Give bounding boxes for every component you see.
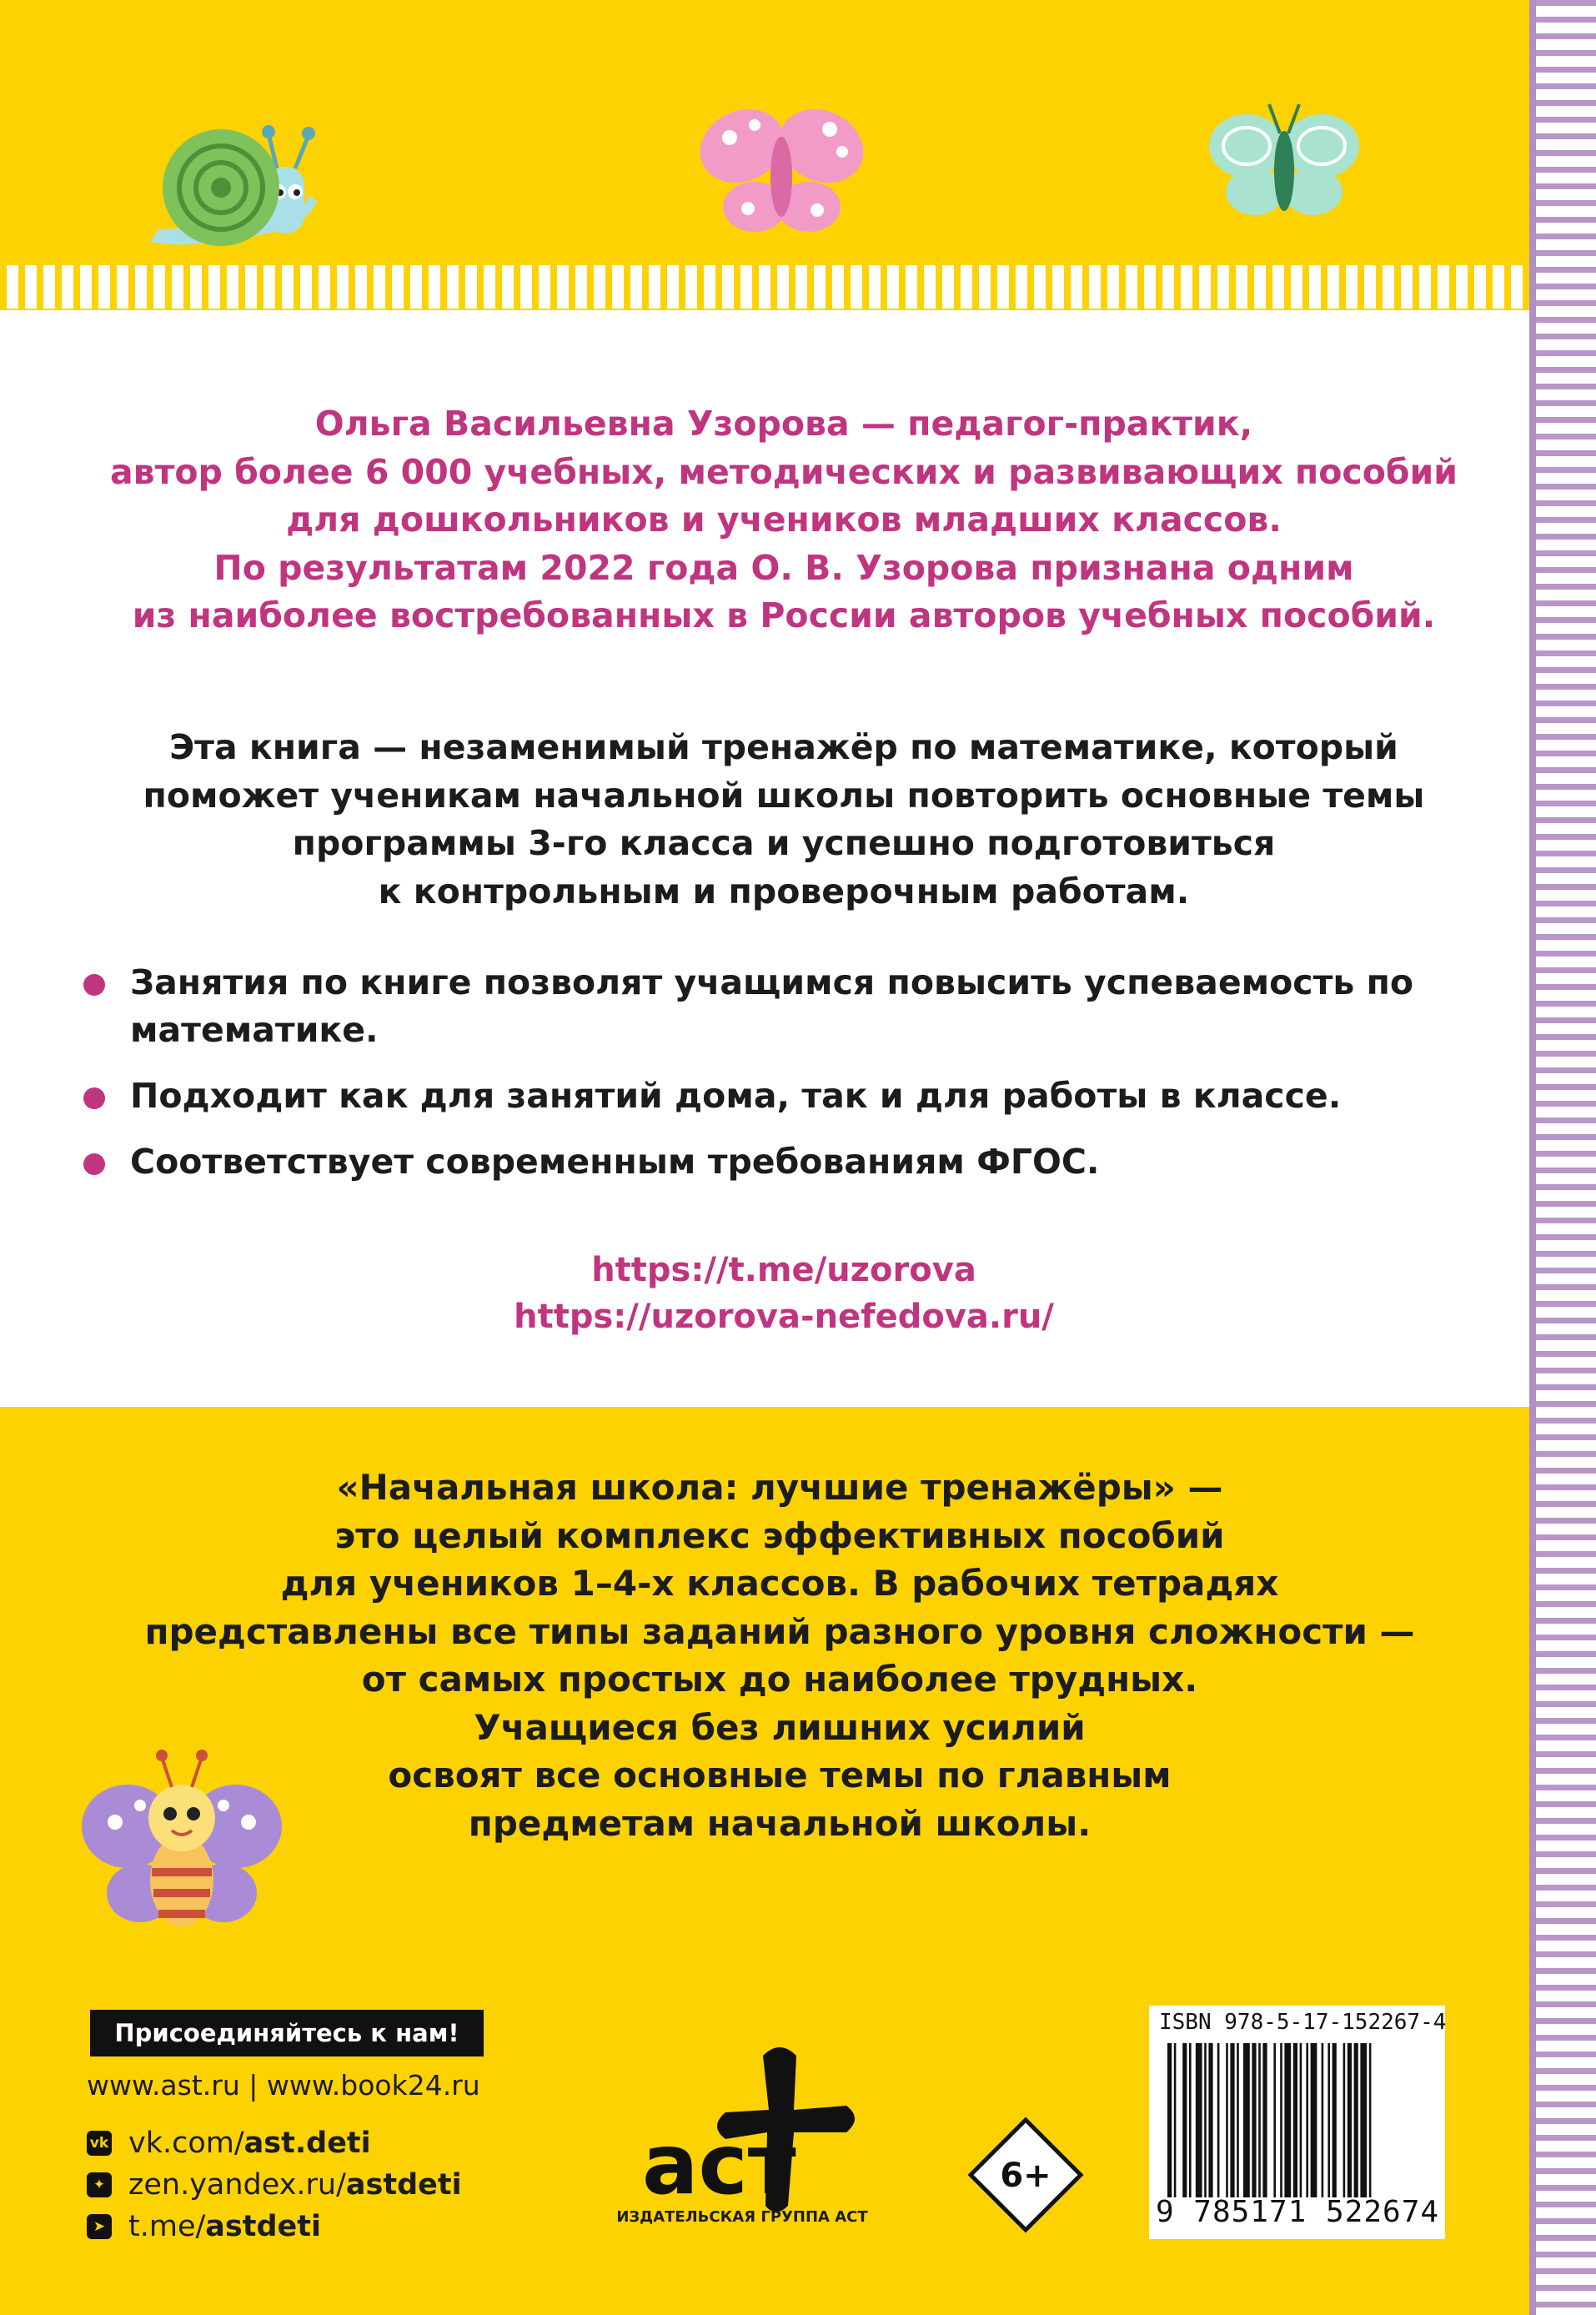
barcode-bar (1284, 2043, 1291, 2197)
pink-butterfly-illustration (696, 100, 867, 246)
barcode-bars (1167, 2043, 1430, 2197)
barcode-bar (1306, 2043, 1308, 2197)
feature-item (83, 1072, 1501, 1120)
description-line: к контрольным и проверочным работам. (378, 871, 1190, 911)
series-line: для учеников 1–4-х классов. В рабочих тетрадях (280, 1563, 1279, 1604)
publisher-websites[interactable]: www.ast.ru | www.book24.ru (87, 2069, 480, 2102)
author-bio (67, 400, 1501, 640)
barcode-bar (1217, 2043, 1220, 2197)
barcode-bar (1182, 2043, 1187, 2197)
publisher-logo (609, 2039, 876, 2235)
spine-stripes (1529, 0, 1596, 2315)
barcode-bar (1252, 2043, 1256, 2197)
top-stripe-border (0, 265, 1529, 309)
barcode-bar (1369, 2043, 1372, 2197)
social-handle: astdeti (205, 2210, 321, 2243)
age-rating-badge (967, 2117, 1084, 2233)
author-bio-line: для дошкольников и учеников младших классов. (286, 500, 1282, 540)
author-bio-line: Ольга Васильевна Узорова — педагог-практик, (314, 404, 1253, 444)
telegram-icon: ➤ (87, 2214, 112, 2239)
social-prefix: zen.yandex.ru/ (128, 2168, 346, 2202)
isbn-label: ISBN 978-5-17-152267-4 (1159, 2010, 1447, 2035)
barcode-bar (1174, 2043, 1177, 2197)
age-rating-text: 6+ (1000, 2157, 1051, 2195)
book-description (67, 724, 1501, 916)
feature-list (83, 959, 1501, 1204)
description-line: поможет ученикам начальной школы повторить основные темы (143, 775, 1425, 816)
barcode-bar (1273, 2043, 1276, 2197)
barcode-bar (1208, 2043, 1212, 2197)
description-line: программы 3-го класса и успешно подготовиться (292, 823, 1276, 863)
bullet-dot-icon (83, 1153, 105, 1175)
social-links (87, 2122, 462, 2247)
telegram-link[interactable]: https://t.me/uzorova (591, 1251, 976, 1289)
barcode-bar (1167, 2043, 1172, 2197)
series-line: представлены все типы заданий разного уровня сложности — (144, 1610, 1415, 1652)
barcode-bar (1360, 2043, 1367, 2197)
bullet-dot-icon (83, 1087, 105, 1109)
feature-text: Занятия по книге позволят учащимся повысить успеваемость по математике. (130, 962, 1414, 1050)
author-links (67, 1247, 1501, 1340)
barcode-bar (1327, 2043, 1330, 2197)
author-bio-line: из наиболее востребованных в России авторов учебных пособий. (132, 595, 1436, 635)
spine-edge (1529, 0, 1536, 2315)
feature-item (83, 1138, 1501, 1186)
join-us-banner: Присоединяйтесь к нам! (90, 2010, 484, 2056)
barcode-bar (1280, 2043, 1282, 2197)
author-bio-line: По результатам 2022 года О. В. Узорова признана одним (213, 547, 1354, 588)
barcode-bar (1258, 2043, 1261, 2197)
social-handle: astdeti (345, 2168, 462, 2202)
barcode-digits: 9 785171 522674 (1155, 2195, 1440, 2229)
social-link-vk[interactable] (87, 2122, 462, 2164)
barcode-bar (1230, 2043, 1234, 2197)
barcode-bar (1300, 2043, 1302, 2197)
social-prefix: vk.com/ (128, 2127, 244, 2160)
author-bio-line: автор более 6 000 учебных, методических и развивающих пособий (110, 451, 1458, 492)
series-line: это целый комплекс эффективных пособий (334, 1514, 1225, 1556)
description-line: Эта книга — незаменимый тренажёр по математике, который (169, 727, 1398, 767)
social-link-telegram[interactable] (87, 2206, 462, 2247)
website-link[interactable]: https://uzorova-nefedova.ru/ (514, 1298, 1054, 1336)
barcode-bar (1226, 2043, 1228, 2197)
social-prefix: t.me/ (128, 2210, 206, 2243)
barcode-bar (1311, 2043, 1317, 2197)
series-line: «Начальная школа: лучшие тренажёры» — (336, 1467, 1223, 1508)
series-line: предметам начальной школы. (468, 1802, 1092, 1844)
social-link-zen[interactable] (87, 2164, 462, 2206)
series-line: Учащиеся без лишних усилий (474, 1706, 1086, 1748)
feature-item (83, 959, 1481, 1054)
bee-illustration (82, 1747, 282, 1939)
green-butterfly-illustration (1209, 100, 1359, 225)
publisher-caption: ИЗДАТЕЛЬСКАЯ ГРУППА АСТ (616, 2208, 868, 2226)
logo-wordmark: аст (642, 2116, 796, 2213)
barcode-bar (1204, 2043, 1207, 2197)
barcode-bar (1237, 2043, 1239, 2197)
series-line: от самых простых до наиболее трудных. (361, 1659, 1198, 1700)
barcode-bar (1293, 2043, 1297, 2197)
feature-text: Подходит как для занятий дома, так и для работы в классе. (130, 1076, 1342, 1116)
barcode-bar (1196, 2043, 1202, 2197)
barcode-bar (1262, 2043, 1267, 2197)
zen-icon: ✦ (87, 2172, 112, 2197)
barcode-bar (1243, 2043, 1250, 2197)
social-handle: ast.deti (243, 2127, 371, 2160)
vk-icon: vk (87, 2131, 112, 2156)
barcode-bar (1322, 2043, 1324, 2197)
barcode-bar (1354, 2043, 1358, 2197)
snail-illustration (142, 117, 325, 259)
barcode-bar (1343, 2043, 1346, 2197)
series-line: освоят все основные темы по главным (388, 1755, 1172, 1795)
barcode-bar (1189, 2043, 1192, 2197)
barcode-bar (1348, 2043, 1352, 2197)
bullet-dot-icon (83, 974, 105, 996)
feature-text: Соответствует современным требованиям ФГОС. (130, 1142, 1100, 1182)
barcode-bar (1333, 2043, 1337, 2197)
